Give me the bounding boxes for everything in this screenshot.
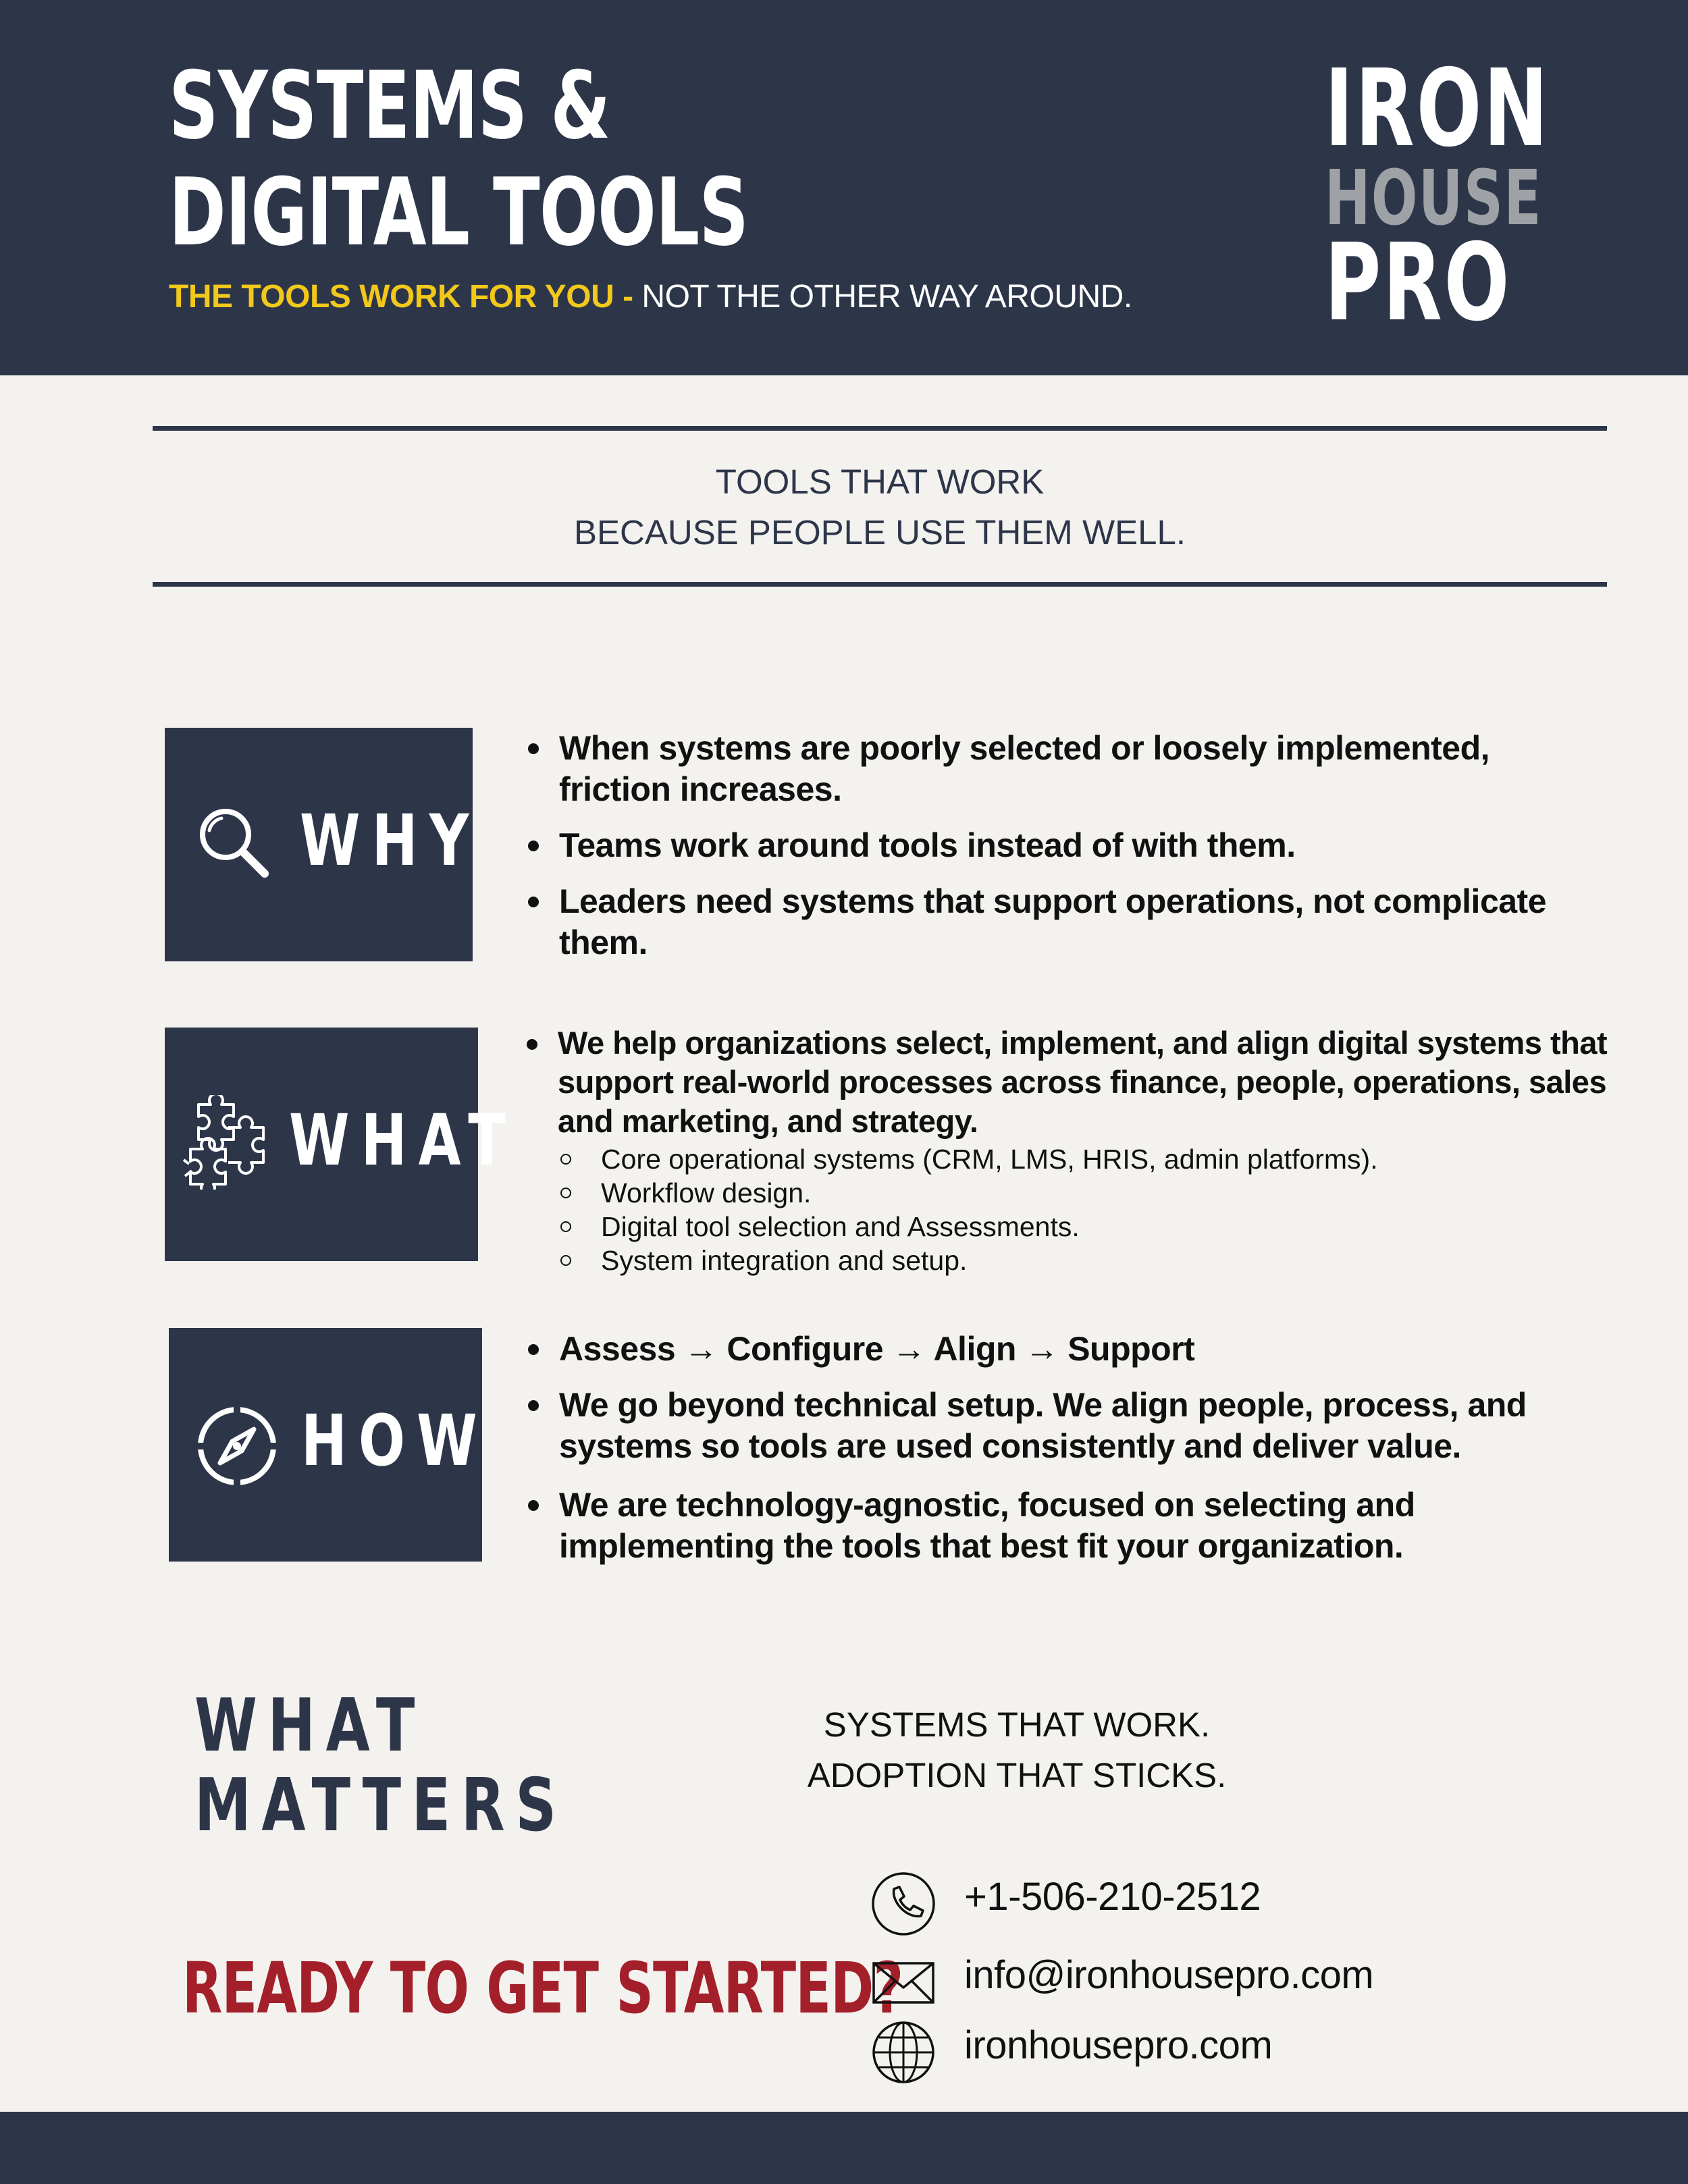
what-sub-bullets — [558, 1142, 1618, 1277]
closing-slogan — [740, 1699, 1294, 1801]
phone-number[interactable]: +1-506-210-2512 — [964, 1875, 1261, 1919]
what-bullets — [524, 1023, 1618, 1277]
why-bullets — [525, 728, 1606, 963]
ironhouse-logo — [1325, 47, 1550, 345]
header-banner — [0, 0, 1688, 375]
how-label: HOW — [301, 1400, 489, 1482]
search-icon — [194, 803, 273, 882]
how-bullet-1: Assess → Configure → Align → Support — [525, 1329, 1606, 1370]
title-line-2: DIGITAL TOOLS — [169, 158, 749, 267]
divider-bottom — [153, 582, 1607, 587]
why-bullet-3: Leaders need systems that support operations, not complicate them. — [525, 881, 1606, 963]
matters-line-2: MATTERS — [194, 1763, 567, 1848]
how-bullet-2: We go beyond technical setup. We align people, process, and systems so tools are used consistently and deliver value. — [525, 1385, 1606, 1467]
what-sub-bullet-4: System integration and setup. — [558, 1244, 1618, 1277]
intro-line-2: BECAUSE PEOPLE USE THEM WELL. — [574, 513, 1186, 552]
phone-icon — [870, 1870, 937, 1938]
intro-line-1: TOOLS THAT WORK — [715, 462, 1045, 501]
what-sub-bullet-3: Digital tool selection and Assessments. — [558, 1210, 1618, 1244]
how-bullet-3: We are technology-agnostic, focused on selecting and implementing the tools that best fit your organization. — [525, 1485, 1606, 1567]
how-box — [169, 1328, 489, 1562]
tagline — [169, 278, 1132, 315]
matters-line-1: WHAT — [194, 1684, 425, 1768]
slogan-line-2: ADOPTION THAT STICKS. — [807, 1756, 1227, 1794]
compass-icon — [194, 1404, 280, 1489]
puzzle-icon — [181, 1095, 269, 1190]
what-sub-bullet-2: Workflow design. — [558, 1176, 1618, 1210]
logo-line-2: HOUSE — [1325, 155, 1542, 242]
logo-line-3: PRO — [1325, 221, 1512, 345]
cta-heading: READY TO GET STARTED? — [182, 1947, 903, 2029]
tagline-accent: THE TOOLS WORK FOR YOU - — [169, 279, 633, 315]
what-label: WHAT — [289, 1099, 517, 1181]
divider-top — [153, 426, 1607, 431]
title-line-1: SYSTEMS & — [169, 51, 610, 160]
what-bullet-1-text: We help organizations select, implement, and align digital systems that support real-world processes across finance, people, operations, sales and marketing, and strategy. — [558, 1025, 1608, 1139]
why-bullet-2: Teams work around tools instead of with them. — [525, 825, 1606, 866]
why-box — [165, 728, 481, 961]
website-url[interactable]: ironhousepro.com — [964, 2023, 1273, 2067]
why-label: WHY — [300, 799, 481, 882]
page-title — [169, 53, 748, 266]
globe-icon — [870, 2019, 937, 2086]
what-box — [165, 1028, 517, 1261]
what-matters-heading — [194, 1686, 567, 1846]
footer-bar — [0, 2112, 1688, 2184]
why-bullet-1: When systems are poorly selected or loosely implemented, friction increases. — [525, 728, 1606, 810]
how-bullets — [525, 1329, 1606, 1567]
email-address[interactable]: info@ironhousepro.com — [964, 1953, 1374, 1997]
logo-line-1: IRON — [1325, 47, 1550, 171]
mail-icon — [870, 1948, 937, 2016]
what-sub-bullet-1: Core operational systems (CRM, LMS, HRIS, admin platforms). — [558, 1142, 1618, 1176]
what-bullet-1 — [524, 1023, 1618, 1277]
tagline-rest: NOT THE OTHER WAY AROUND. — [633, 279, 1132, 315]
intro-statement — [153, 456, 1607, 558]
slogan-line-1: SYSTEMS THAT WORK. — [823, 1705, 1211, 1744]
